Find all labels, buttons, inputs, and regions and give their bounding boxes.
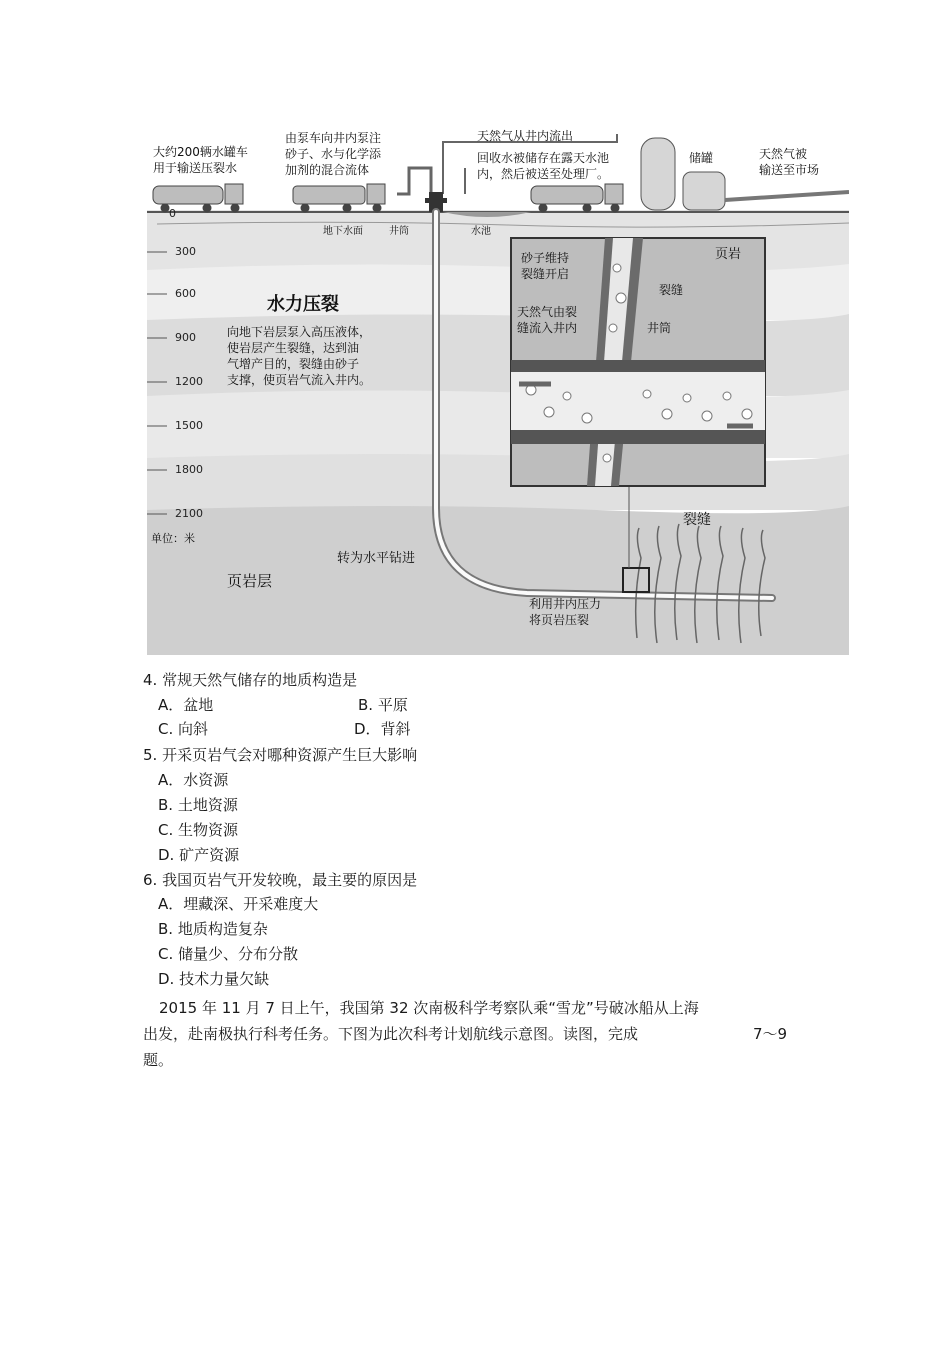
question-4-stem: 4. 常规天然气储存的地质构造是 (143, 671, 358, 689)
label-unit: 单位：米 (151, 532, 195, 545)
q5-option-d[interactable]: D. 矿产资源 (158, 846, 240, 864)
label-recycle: 回收水被储存在露天水池 (477, 151, 610, 165)
label-inset-shale: 页岩 (715, 247, 742, 262)
depth-label: 300 (175, 245, 196, 258)
label-desc: 支撑，使页岩气流入井内。 (227, 373, 372, 387)
label-inset-wellbore: 井筒 (647, 321, 672, 335)
label-pump: 由泵车向井内泵注 (285, 131, 382, 145)
depth-label: 600 (175, 287, 196, 300)
depth-label: 900 (175, 331, 196, 344)
label-inset-gasflow: 缝流入井内 (517, 321, 578, 335)
label-desc: 气增产目的，裂缝由砂子 (227, 357, 360, 371)
label-inset-fracture: 裂缝 (659, 283, 684, 297)
q6-option-c[interactable]: C. 储量少、分布分散 (158, 945, 299, 963)
q4-option-c[interactable]: C. 向斜 (158, 720, 209, 738)
q5-option-c[interactable]: C. 生物资源 (158, 821, 239, 839)
label-market: 输送至市场 (759, 163, 820, 177)
depth-label: 0 (169, 207, 176, 220)
q5-option-a[interactable]: A．水资源 (158, 771, 229, 789)
q6-option-d[interactable]: D. 技术力量欠缺 (158, 970, 270, 988)
label-pressure: 将页岩压裂 (529, 613, 590, 627)
label-horizontal: 转为水平钻进 (337, 551, 416, 566)
intro-paragraph (143, 995, 803, 1073)
label-tank: 储罐 (689, 151, 714, 165)
label-pressure: 利用井内压力 (529, 597, 602, 611)
q4-option-b[interactable]: B. 平原 (358, 696, 408, 714)
q4-option-a[interactable]: A．盆地 (158, 696, 214, 714)
label-fracture: 裂缝 (683, 512, 711, 528)
label-wellbore-top: 井筒 (389, 226, 409, 237)
label-gas-out: 天然气从井内流出 (477, 129, 574, 143)
label-groundwater: 地下水面 (323, 226, 363, 237)
label-trucks: 用于输送压裂水 (153, 161, 238, 175)
label-inset-sand: 裂缝开启 (521, 267, 570, 281)
q6-option-b[interactable]: B. 地质构造复杂 (158, 920, 268, 938)
label-trucks: 大约200辆水罐车 (153, 145, 248, 159)
paragraph-line: 2015 年 11 月 7 日上午，我国第 32 次南极科学考察队乘“雪龙”号破冰船从上海 (159, 999, 699, 1017)
label-pond: 水池 (471, 226, 491, 237)
question-6-stem: 6. 我国页岩气开发较晚，最主要的原因是 (143, 871, 418, 889)
depth-label: 1200 (175, 375, 203, 388)
label-inset-gasflow: 天然气由裂 (517, 305, 578, 319)
label-shale-layer: 页岩层 (227, 572, 273, 590)
q4-option-d[interactable]: D．背斜 (354, 720, 411, 738)
hydraulic-fracturing-diagram (147, 128, 849, 655)
question-range: 7～9 (753, 1025, 788, 1043)
q5-option-b[interactable]: B. 土地资源 (158, 796, 238, 814)
depth-label: 1800 (175, 463, 203, 476)
depth-label: 2100 (175, 507, 203, 520)
q6-option-a[interactable]: A．埋藏深、开采难度大 (158, 895, 319, 913)
label-recycle: 内，然后被送至处理厂。 (477, 167, 610, 181)
label-market: 天然气被 (759, 147, 808, 161)
question-5-stem: 5. 开采页岩气会对哪种资源产生巨大影响 (143, 746, 418, 764)
label-desc: 向地下岩层泵入高压液体， (227, 325, 372, 339)
paragraph-line: 出发，赴南极执行科考任务。下图为此次科考计划航线示意图。读图，完成 (143, 1025, 639, 1043)
label-inset-sand: 砂子维持 (521, 251, 570, 265)
figure-title: 水力压裂 (267, 294, 339, 315)
label-pump: 砂子、水与化学添 (285, 147, 382, 161)
depth-label: 1500 (175, 419, 203, 432)
label-pump: 加剂的混合流体 (285, 163, 370, 177)
label-desc: 使岩层产生裂缝，达到油 (227, 341, 360, 355)
paragraph-line: 题。 (143, 1051, 174, 1069)
